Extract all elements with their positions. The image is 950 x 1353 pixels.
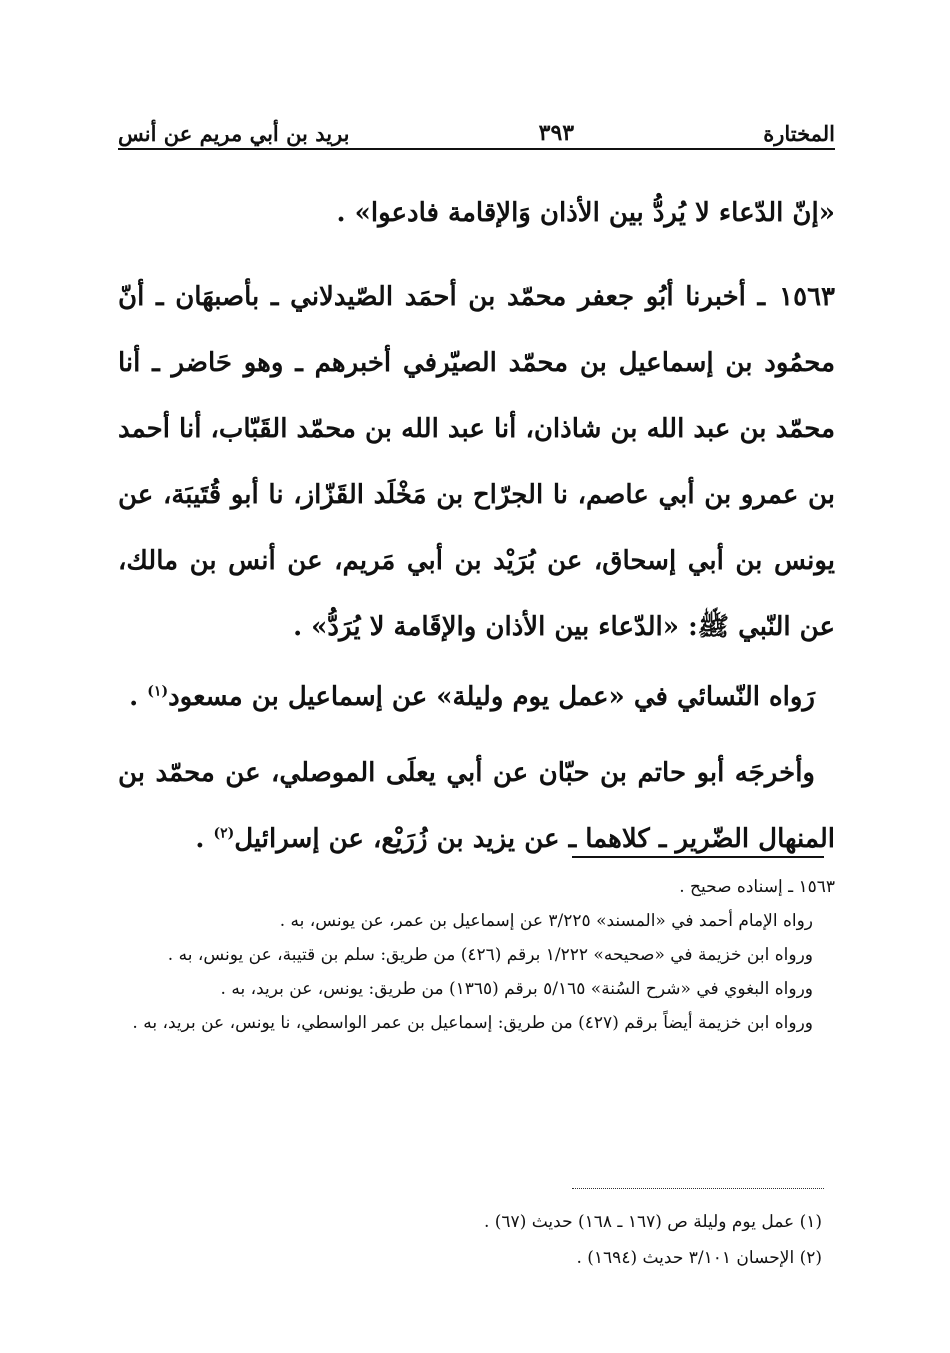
header-rule [118,148,835,150]
footnote-separator [572,856,824,858]
footnotes [118,1204,822,1276]
note-item: ورواه البغوي في «شرح السُنة» ٥/١٦٥ برقم (١٣٦٥) من طريق: يونس، عن بريد، به . [220,979,813,999]
footnote-ref-1: (١) [147,683,169,700]
page-number: ٣٩٣ [538,120,575,146]
quote-line: «إنّ الدّعاء لا يُردُّ بين الأذان وَالإقامة فادعوا» . [336,198,835,228]
source-2-end: . [195,824,214,854]
hadith-number: ١٥٦٣ [779,282,835,312]
hadith-text: ـ أخبرنا أبُو جعفر محمّد بن أحمَد الصّيدلاني ـ بأصبهَان ـ أنّ محمُود بن إسماعيل بن محمّد الصيّرفي أخبرهم ـ وهو حَاضر ـ أنا محمّد بن عبد الله بن شاذان، أنا عبد الله بن محمّد القَبّاب، أنا أحمد بن عمرو بن أبي عاصم، نا الجرّاح بن مَخْلَد القَزّاز، نا أبو قُتَيبَة، عن يونس بن أبي إسحاق، عن بُرَيْد بن أبي مَريم، عن أنس بن مالك، عن النّبي ﷺ: «الدّعاء بين الأذان والإقَامة لا يُرَدُّ» . [118,282,835,642]
source-paragraph-2 [118,740,835,872]
note-item: ورواه ابن خزيمة في «صحيحه» ١/٢٢٢ برقم (٤٢٦) من طريق: سلم بن قتيبة، عن يونس، به . [167,945,813,965]
footnote-ref-2: (٢) [213,825,235,842]
source-paragraph-1 [118,664,835,730]
header-chapter-title: بريد بن أبي مريم عن أنس [118,121,350,146]
footnote-1: (١) عمل يوم وليلة ص (١٦٧ ـ ١٦٨) حديث (٦٧) . [483,1212,822,1232]
note-item: رواه الإمام أحمد في «المسند» ٣/٢٢٥ عن إسماعيل بن عمر، عن يونس، به . [279,911,813,931]
notes-heading: ١٥٦٣ ـ إسناده صحيح . [679,877,835,897]
hadith-paragraph [118,264,835,660]
source-2-text: وأخرجَه أبو حاتم بن حبّان عن أبي يعلَى الموصلي، عن محمّد بن المنهال الضّرير ـ كلاهما ـ عن يزيد بن زُرَيْع، عن إسرائيل [118,758,835,854]
main-text [118,180,835,882]
source-1-end: . [129,682,148,712]
running-header [118,112,835,146]
note-item: ورواه ابن خزيمة أيضاً برقم (٤٢٧) من طريق: إسماعيل بن عمر الواسطي، نا يونس، عن بريد، به . [132,1013,813,1033]
hadith-notes [118,870,835,1040]
source-1-text: رَواه النّسائي في «عمل يوم وليلة» عن إسماعيل بن مسعود [168,682,815,712]
footnote-2: (٢) الإحسان ٣/١٠١ حديث (١٦٩٤) . [576,1248,822,1268]
dotted-separator [572,1188,824,1189]
header-book-title: المختارة [763,121,835,146]
